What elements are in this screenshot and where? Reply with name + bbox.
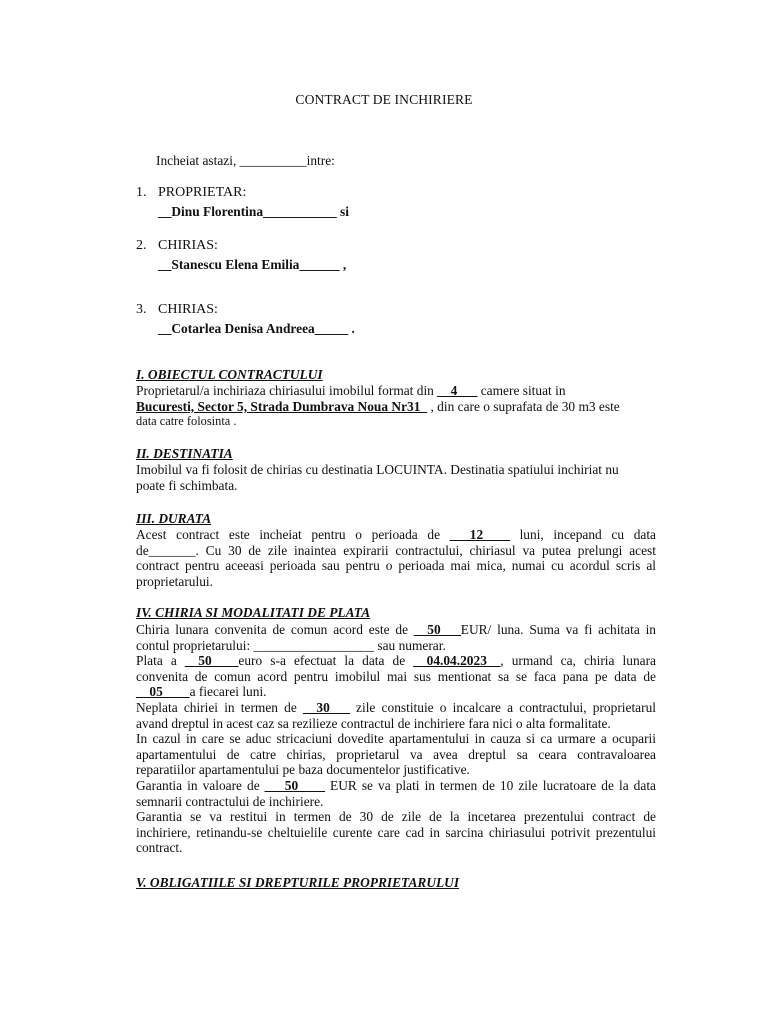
late-days: __30___ — [302, 699, 350, 715]
section-1-line-1: Proprietarul/a inchiriaza chiriasului imobilul format din __4___ camere situat in — [136, 383, 566, 398]
section-3-body — [136, 527, 656, 589]
party-2-number: 2. — [136, 238, 147, 253]
section-1-body — [136, 383, 656, 430]
party-2-label: CHIRIAS: — [158, 238, 218, 253]
intro-line: Incheiat astazi, __________intre: — [156, 153, 335, 168]
damage-line-3: reparatiilor apartamentului pe baza documentelor justificative. — [136, 762, 470, 778]
section-3-line-1: Acest contract este incheiat pentru o perioada de ___12____ luni, incepand cu data — [136, 527, 656, 542]
refund-line-2: inchiriere, retinandu-se cheltuielile curente care cad in sarcina chiriasului potrivit prezentului — [136, 824, 656, 840]
section-4-body — [136, 622, 656, 856]
section-3-line-4: proprietarului. — [136, 573, 213, 589]
section-2-line-2: poate fi schimbata. — [136, 477, 238, 493]
payment-line-2: convenita de comun acord pentru imobilul mai sus mentionat sa se faca pana pe data de — [136, 668, 656, 684]
room-count: __4___ — [437, 383, 478, 398]
section-3-line-3: contract pentru aceeasi perioada sau pentru o perioada mai mica, numai cu acordul scris al — [136, 558, 656, 574]
party-1-label: PROPRIETAR: — [158, 185, 247, 200]
payment-line-1: Plata a __50____euro s-a efectuat la data de __04.04.2023__, urmand ca, chiria lunara — [136, 653, 656, 669]
section-1-heading: I. OBIECTUL CONTRACTULUI — [136, 367, 323, 382]
refund-line-1: Garantia se va restitui in termen de 30 de zile de la incetarea prezentului contract de — [136, 809, 656, 825]
deposit-line-2: semnarii contractului de inchiriere. — [136, 793, 324, 809]
party-3-name: __Cotarlea Denisa Andreea_____ . — [158, 321, 355, 336]
document-title: CONTRACT DE INCHIRIERE — [295, 92, 473, 107]
paid-amount: __50____ — [184, 653, 239, 669]
rent-line-2: contul proprietarului: __________________ sau numerar. — [136, 637, 446, 653]
payment-date: __04.04.2023__ — [413, 653, 501, 669]
section-2-line-1: Imobilul va fi folosit de chirias cu destinatia LOCUINTA. Destinatia spatiului inchiriat nu — [136, 462, 619, 477]
party-1-number: 1. — [136, 185, 147, 200]
party-1-name: __Dinu Florentina___________ si — [158, 204, 349, 219]
property-address: Bucuresti, Sector 5, Strada Dumbrava Noua Nr31_ — [136, 398, 428, 414]
deposit-line-1: Garantia in valoare de ___50____ EUR se va plati in termen de 10 zile lucratoare de la data — [136, 777, 656, 793]
rent-line-1: Chiria lunara convenita de comun acord este de __50___EUR/ luna. Suma va fi achitata in — [136, 622, 657, 637]
party-2-heading — [136, 238, 218, 254]
party-2-name: __Stanescu Elena Emilia______ , — [158, 257, 347, 272]
party-3-heading — [136, 302, 218, 318]
section-3-heading: III. DURATA — [136, 511, 212, 526]
section-2-heading: II. DESTINATIA — [136, 446, 233, 461]
section-5-heading: V. OBLIGATIILE SI DREPTURILE PROPRIETARULUI — [136, 875, 460, 890]
damage-line-1: In cazul in care se aduc stricaciuni dovedite apartamentului in cauza si ca urmare a ocuparii — [136, 731, 656, 747]
late-payment-line-2: avand dreptul in acest caz sa rezilieze contractul de inchiriere fara nici o alta formalitate. — [136, 715, 611, 731]
monthly-rent: __50___ — [413, 622, 461, 637]
refund-line-3: contract. — [136, 840, 183, 856]
section-1-line-2: Bucuresti, Sector 5, Strada Dumbrava Noua Nr31_ , din care o suprafata de 30 m3 este — [136, 398, 620, 414]
section-2-body — [136, 462, 656, 493]
party-3-number: 3. — [136, 302, 147, 317]
section-3-line-2: de_______. Cu 30 de zile inaintea expirarii contractului, chiriasul va putea prelungi acest — [136, 542, 656, 558]
section-4-heading: IV. CHIRIA SI MODALITATI DE PLATA — [136, 605, 371, 620]
duration-months: ___12____ — [449, 527, 510, 542]
payment-line-3: __05____a fiecarei luni. — [136, 684, 267, 700]
party-1-heading — [136, 185, 246, 201]
damage-line-2: apartamentului de catre chirias, proprietarul va avea dreptul sa ceara contravaloarea — [136, 746, 656, 762]
section-1-line-3: data catre folosinta . — [136, 414, 237, 429]
late-payment-line-1: Neplata chiriei in termen de __30___ zile constituie o incalcare a contractului, proprietarul — [136, 699, 656, 715]
deposit-amount: ___50____ — [264, 777, 325, 793]
party-3-label: CHIRIAS: — [158, 302, 218, 317]
payment-day: __05____ — [136, 684, 190, 700]
